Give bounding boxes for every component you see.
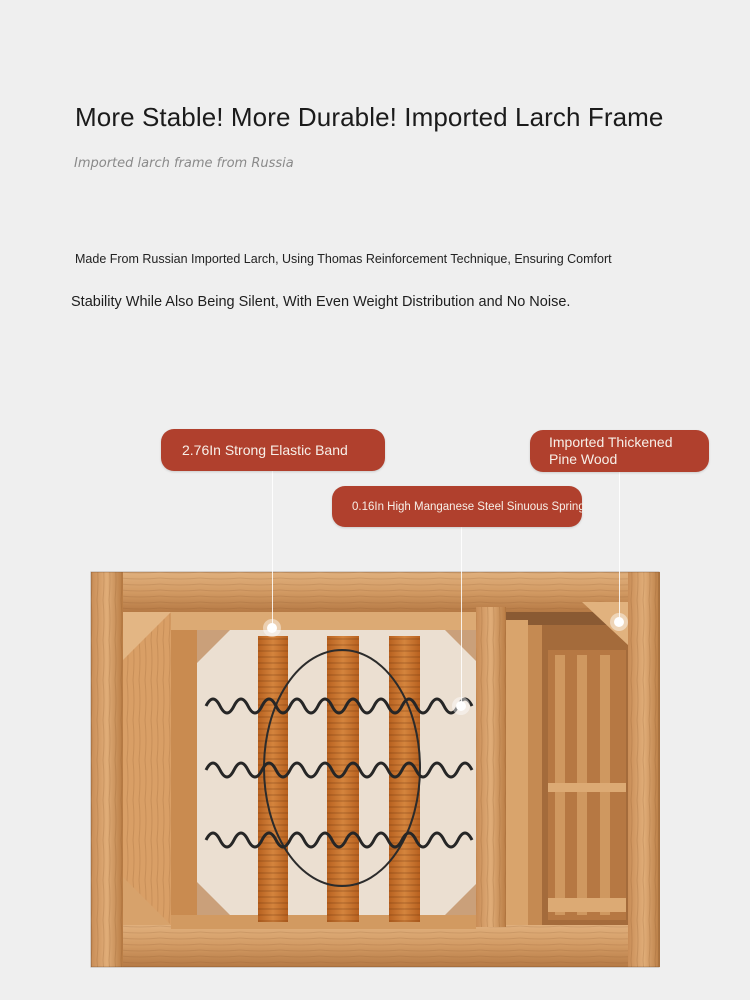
callout-pine-wood xyxy=(530,430,709,472)
page-title: More Stable! More Durable! Imported Larch Frame xyxy=(75,102,664,132)
leader-line-pine-wood xyxy=(619,472,620,622)
page-subtitle: Imported larch frame from Russia xyxy=(74,156,294,171)
callout-pine-wood-label: Imported Thickened Pine Wood xyxy=(549,434,673,467)
leader-line-spring xyxy=(461,527,462,705)
pointer-dot-spring xyxy=(456,701,466,711)
callout-spring xyxy=(332,486,585,527)
description-line-2: Stability While Also Being Silent, With Even Weight Distribution and No Noise. xyxy=(71,294,571,310)
callout-elastic-band-label: 2.76In Strong Elastic Band xyxy=(182,442,348,458)
leader-line-elastic-band xyxy=(272,471,273,628)
description-line-1: Made From Russian Imported Larch, Using Thomas Reinforcement Technique, Ensuring Comfort xyxy=(75,252,612,266)
pointer-dot-elastic-band xyxy=(267,623,277,633)
callout-spring-label: 0.16In High Manganese Steel Sinuous Spring xyxy=(352,500,585,513)
pointer-dot-pine-wood xyxy=(614,617,624,627)
callout-elastic-band xyxy=(161,429,385,471)
